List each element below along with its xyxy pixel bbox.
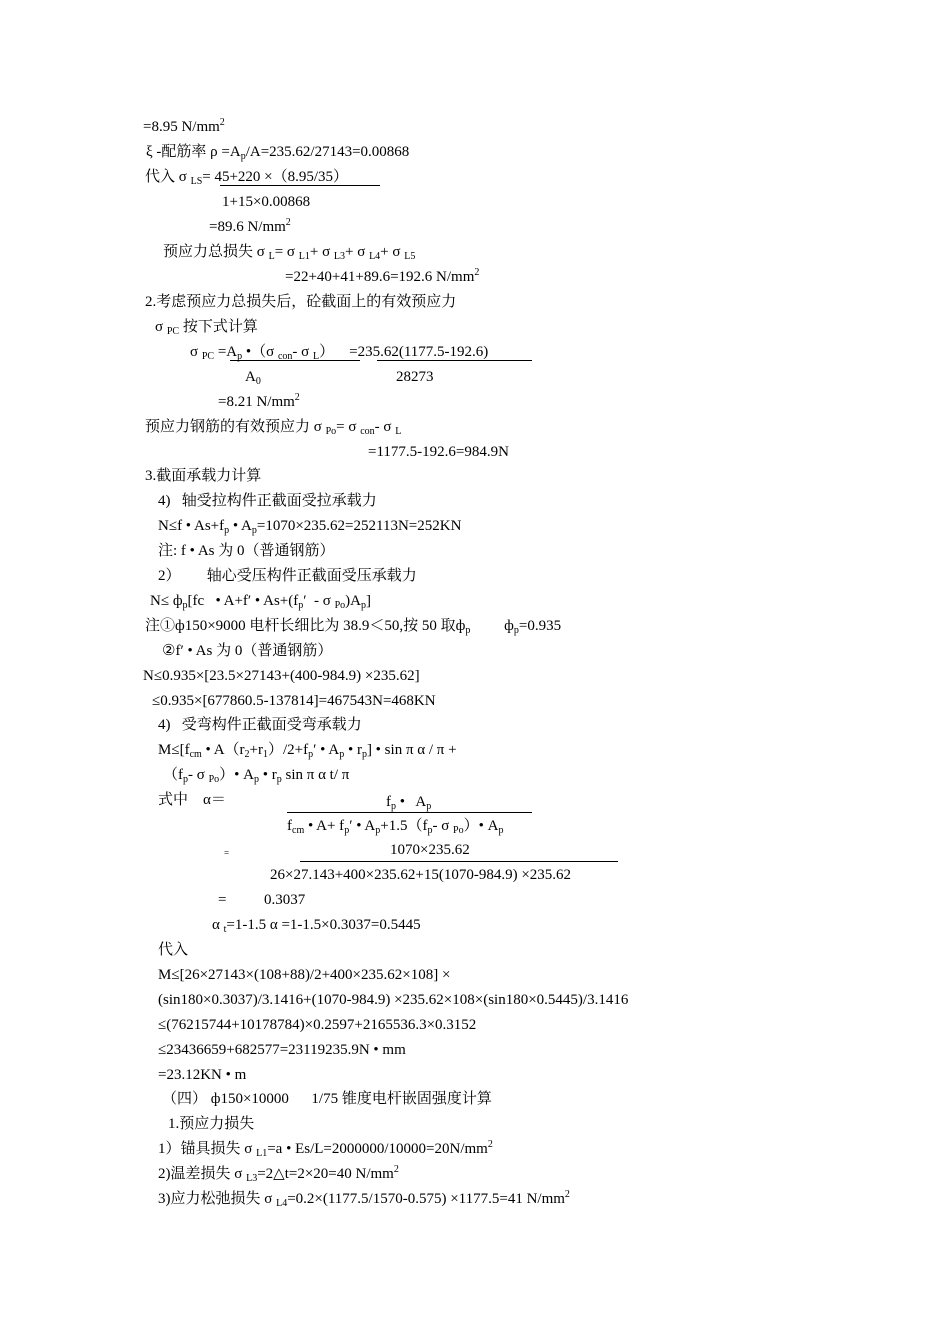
text-line: 3)应力松弛损失 σ $_{L4}$=0.2×(1177.5/1570-0.575) ×1177.5=41 $N/mm^2$ [158,1189,570,1209]
fraction-bar [287,812,532,813]
fraction-bar [377,360,532,361]
text-line: 26×27.143+400×235.62+15(1070-984.9) ×235.62 [270,867,572,883]
text-line: 28273 [396,369,434,385]
text-line: ≤23436659+682577=23119235.9N • mm [158,1042,406,1058]
text-line: σ $_{PC}$ 按下式计算 [155,319,258,337]
text-line: =22+40+41+89.6=192.6 $N/mm^2$ [285,267,480,285]
text-line: ≤0.935×[677860.5-137814]=467543N=468KN [152,693,436,709]
text-line: 代入 σ $_{LS}$= 45+220 ×（8.95/35） [145,169,349,187]
text-line: =89.6 $N/mm^2$ [209,217,291,235]
text-line: N≤0.935×[23.5×27143+(400-984.9) ×235.62] [143,668,420,684]
text-line: $f_p$ • $A_p$ [386,794,432,812]
text-line: （$f_p-$ σ $_{Po}$）• $A_p$ • $r_p$ sin π α t/ π [163,767,350,785]
text-line: ≤(76215744+10178784)×0.2597+2165536.3×0.3152 [158,1017,477,1033]
text-line: α $_t$=1-1.5 α =1-1.5×0.3037=0.5445 [212,917,421,935]
text-line: 4) 轴受拉构件正截面受拉承载力 [158,493,377,509]
text-line: 3.截面承载力计算 [145,468,262,484]
text-line: 代入 [158,942,189,958]
text-line: = [224,848,230,858]
text-line: 2)温差损失 σ $_{L3}$=2△t=2×20=40 $N/mm^2$ [158,1164,399,1184]
text-line: 预应力钢筋的有效预应力 σ $_{Po}$= σ $_{con}$- σ $_L$ [145,419,402,437]
text-line: =23.12KN • m [158,1067,247,1083]
fraction-bar [230,360,360,361]
text-line: 1）锚具损失 σ $_{L1}$=a • $Es/L=2000000/10000=20N/mm^2$ [158,1139,493,1159]
text-line: M≤[26×27143×(108+88)/2+400×235.62×108] × [158,967,451,983]
text-line: $A_0$ [245,369,261,387]
text-line: ξ -配筋率 $\rho =A_p/A=235.62/27143=0.00868$ [146,144,410,162]
text-line: =8.95 $N/mm^2$ [143,117,225,135]
text-line: 4) 受弯构件正截面受弯承载力 [158,717,362,733]
text-line: 注: f • As 为 0（普通钢筋） [158,543,335,559]
fraction-bar [300,861,618,862]
text-line: σ $_{PC} =A_p$ •（σ $_{con}$- σ $_L$） =235.62(1177.5-192.6) [190,344,489,362]
text-line: （四） ф150×10000 1/75 锥度电杆嵌固强度计算 [162,1091,492,1107]
text-line: ②f′ • As 为 0（普通钢筋） [162,643,333,659]
fraction-bar [220,185,380,186]
text-line: 注①ф150×9000 电杆长细比为 38.9＜50,按 50 取$ф_p$ $ф_p=0.935$ [145,618,562,636]
text-line: 预应力总损失 σ $_L$= σ $_{L1}$+ σ $_{L3}$+ σ $_{L4}$+ σ $_{L5}$ [163,244,416,262]
text-line: $f_{cm}$ • $A+ f_p'$ • $A_p+1.5(f_p-$ σ $_{Po}$）• $A_p$ [287,818,504,836]
text-line: = 0.3037 [218,892,306,908]
text-line: $M\le[f_{cm}$ • $A(r_2+r_1)/2+f_p'$ • $A_p$ • $r_p$] • sin π α / π + [158,742,457,760]
text-line: 1.预应力损失 [168,1116,255,1132]
text-line: $N\le ф_p[fc$ • A+f′ • $As+(f_p' - \sigma$ $_{Po})A_p$] [150,593,371,611]
text-line: =1177.5-192.6=984.9N [368,444,509,460]
text-line: 2） 轴心受压构件正截面受压承载力 [158,568,417,584]
text-line: (sin180×0.3037)/3.1416+(1070-984.9) ×235.62×108×(sin180×0.5445)/3.1416 [158,992,629,1008]
text-line: 2.考虑预应力总损失后，砼截面上的有效预应力 [145,294,457,310]
text-line: =8.21 $N/mm^2$ [218,392,300,410]
text-line: 1+15×0.00868 [222,194,311,210]
text-line: 式中 α＝ [158,792,226,808]
text-line: 1070×235.62 [390,842,470,858]
text-line: N≤f • $As+f_p$ • $A_p=1070\times 235.62=252113N=252KN$ [158,518,462,536]
